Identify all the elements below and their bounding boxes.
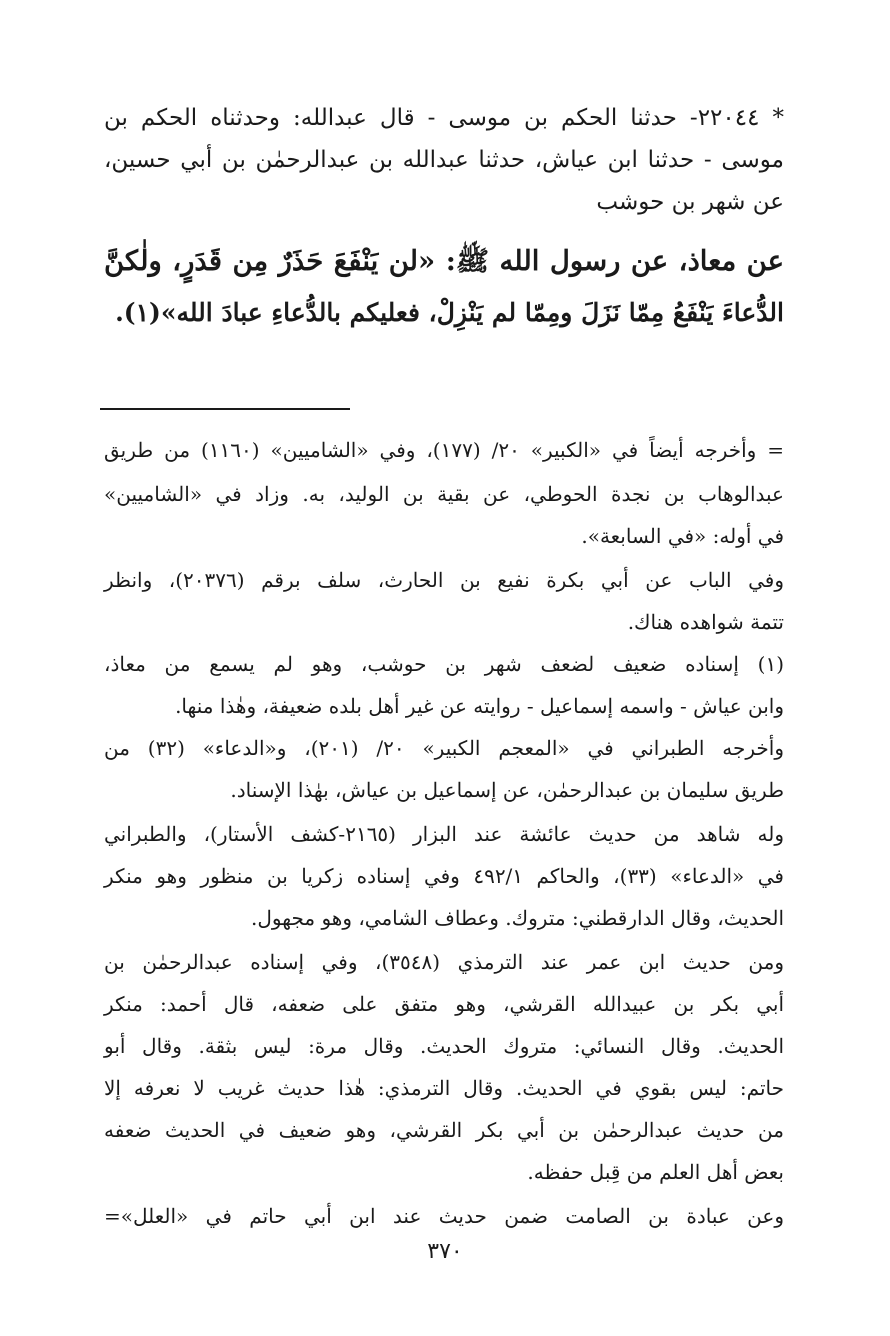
hadith-line: عن معاذ، عن رسول الله ﷺ: «لن يَنْفَعَ حَذَرٌ مِن قَدَرٍ، ولٰكنَّ xyxy=(104,245,784,277)
footnote-line: من حديث عبدالرحمٰن بن أبي بكر القرشي، وهو ضعيف في الحديث ضعفه xyxy=(104,1118,784,1142)
footnote-line: وابن عياش - واسمه إسماعيل - روايته عن غير أهل بلده ضعيفة، وهٰذا منها. xyxy=(175,694,784,718)
footnote-line: = وأخرجه أيضاً في «الكبير» ٢٠/ (١٧٧)، وفي «الشاميين» (١١٦٠) من طريق xyxy=(104,438,785,462)
main-text-line: * ٢٢٠٤٤- حدثنا الحكم بن موسى - قال عبدالله: وحدثناه الحكم بن xyxy=(104,105,785,131)
main-text-line: موسى - حدثنا ابن عياش، حدثنا عبدالله بن عبدالرحمٰن بن أبي حسين، xyxy=(104,147,784,173)
footnote-line: (١) إسناده ضعيف لضعف شهر بن حوشب، وهو لم يسمع من معاذ، xyxy=(104,652,784,676)
footnote-line: حاتم: ليس بقوي في الحديث. وقال الترمذي: هٰذا حديث غريب لا نعرفه إلا xyxy=(104,1076,784,1100)
footnote-line: ومن حديث ابن عمر عند الترمذي (٣٥٤٨)، وفي إسناده عبدالرحمٰن بن xyxy=(104,950,784,974)
footnote-line: بعض أهل العلم من قِبل حفظه. xyxy=(527,1160,784,1184)
hadith-line: الدُّعاءَ يَنْفَعُ مِمّا نَزَلَ ومِمّا لم يَنْزِلْ، فعليكم بالدُّعاءِ عبادَ الله»(١). xyxy=(115,298,784,327)
footnote-separator xyxy=(100,408,350,410)
footnote-line: طريق سليمان بن عبدالرحمٰن، عن إسماعيل بن عياش، بهٰذا الإسناد. xyxy=(230,778,784,802)
footnote-line: في «الدعاء» (٣٣)، والحاكم ٤٩٢/١ وفي إسناده زكريا بن منظور وهو منكر xyxy=(104,864,784,888)
page-number: ٣٧٠ xyxy=(427,1239,463,1264)
footnote-line: في أوله: «في السابعة». xyxy=(581,524,784,548)
footnote-line: الحديث. وقال النسائي: متروك الحديث. وقال مرة: ليس بثقة. وقال أبو xyxy=(104,1034,784,1058)
footnote-line: الحديث، وقال الدارقطني: متروك. وعطاف الشامي، وهو مجهول. xyxy=(251,906,784,930)
footnote-line: وله شاهد من حديث عائشة عند البزار (٢١٦٥-كشف الأستار)، والطبراني xyxy=(104,822,784,846)
footnote-line: وفي الباب عن أبي بكرة نفيع بن الحارث، سلف برقم (٢٠٣٧٦)، وانظر xyxy=(104,568,784,592)
footnote-line: وعن عبادة بن الصامت ضمن حديث عند ابن أبي حاتم في «العلل»= xyxy=(104,1204,784,1228)
footnote-line: تتمة شواهده هناك. xyxy=(627,610,784,634)
footnote-line: وأخرجه الطبراني في «المعجم الكبير» ٢٠/ (٢٠١)، و«الدعاء» (٣٢) من xyxy=(104,736,784,760)
main-text-line: عن شهر بن حوشب xyxy=(596,189,784,215)
footnote-line: أبي بكر بن عبيدالله القرشي، وهو متفق على ضعفه، قال أحمد: منكر xyxy=(104,992,784,1016)
footnote-line: عبدالوهاب بن نجدة الحوطي، عن بقية بن الوليد، به. وزاد في «الشاميين» xyxy=(104,482,784,506)
